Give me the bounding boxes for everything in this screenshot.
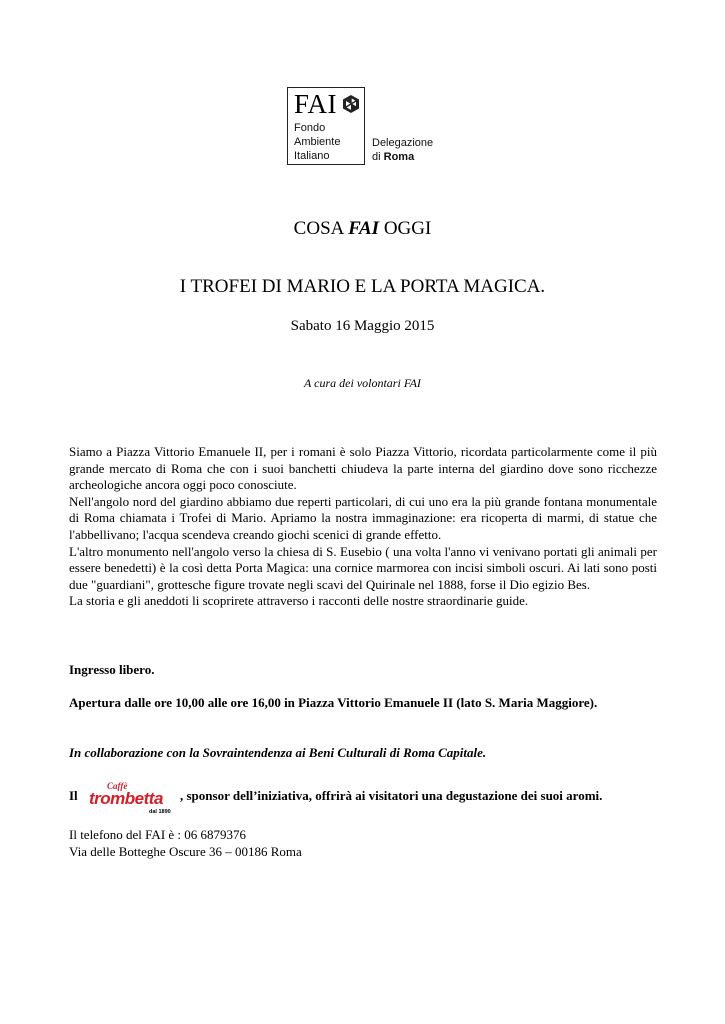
collaboration: In collaborazione con la Sovraintendenza ai Beni Culturali di Roma Capitale. xyxy=(69,745,487,760)
fai-logo-line-2: Ambiente xyxy=(294,136,341,148)
contact-phone: Il telefono del FAI è : 06 6879376 xyxy=(69,827,247,842)
fai-emblem-icon xyxy=(341,94,361,114)
page-title xyxy=(0,218,725,240)
paragraph-2: Nell'angolo nord del giardino abbiamo due reperti particolari, di cui uno era la più grande fontana monumentale di Roma chiamata i Trofei di Mario. Apriamo la nostra immaginazione: era ricoperta di marmi, di statue che l'abbellivano; l'acqua scendeva creando giochi scenici di grande effetto. xyxy=(69,493,657,542)
fai-logo-line-1: Fondo xyxy=(294,122,326,134)
sponsor-text: , sponsor dell’iniziativa, offrirà ai visitatori una degustazione dei suoi aromi. xyxy=(180,788,603,803)
sponsor-il: Il xyxy=(69,788,78,803)
contact-address: Via delle Botteghe Oscure 36 – 00186 Roma xyxy=(69,844,302,859)
trombetta-logo xyxy=(87,780,179,816)
logo-caffe-text: Caffè xyxy=(107,781,128,791)
title-suffix: OGGI xyxy=(379,218,432,239)
title-fai: FAI xyxy=(348,218,380,239)
description xyxy=(69,444,657,610)
event-title: I TROFEI DI MARIO E LA PORTA MAGICA. xyxy=(179,276,546,297)
delegation-line-1: Delegazione xyxy=(372,137,434,149)
logo-since-text: dal 1890 xyxy=(149,809,171,815)
delegation-line-2 xyxy=(372,150,433,164)
opening-hours: Apertura dalle ore 10,00 alle ore 16,00 in Piazza Vittorio Emanuele II (lato S. Maria Maggiore). xyxy=(69,695,598,710)
curator-line: A cura dei volontari FAI xyxy=(304,376,421,390)
paragraph-4: La storia e gli aneddoti li scoprirete attraverso i racconti delle nostre straordinarie guide. xyxy=(69,593,529,609)
sponsor-line xyxy=(69,780,669,816)
paragraph-1: Siamo a Piazza Vittorio Emanuele II, per i romani è solo Piazza Vittorio, ricordata particolarmente come il più grande mercato di Roma che con i suoi banchetti chiudeva la parte interna del giardino dove sono ricchezze archeologiche ancora oggi poco conosciute. xyxy=(69,444,657,493)
logo-brand-text: trombetta xyxy=(89,789,163,808)
fai-logo-line-3: Italiano xyxy=(294,150,330,162)
fai-logo xyxy=(287,87,365,165)
delegation-di: di xyxy=(372,151,381,163)
title-prefix: COSA xyxy=(293,218,349,239)
paragraph-3: L'altro monumento nell'angolo verso la chiesa di S. Eusebio ( una volta l'anno vi venivano portati gli animali per essere benedetti) è la così detta Porta Magica: una cornice marmorea con incisi simboli oscuri. Ai lati sono posti due "guardiani", grottesche figure trovate negli scavi del Quirinale nel 1888, forse il Dio egizio Bes. xyxy=(69,543,657,592)
delegation-city: Roma xyxy=(383,151,415,163)
delegation-label xyxy=(372,136,433,164)
fai-logo-text: FAI xyxy=(294,89,338,119)
event-date: Sabato 16 Maggio 2015 xyxy=(290,318,435,334)
free-entry: Ingresso libero. xyxy=(69,662,155,677)
contact-info xyxy=(69,826,302,860)
